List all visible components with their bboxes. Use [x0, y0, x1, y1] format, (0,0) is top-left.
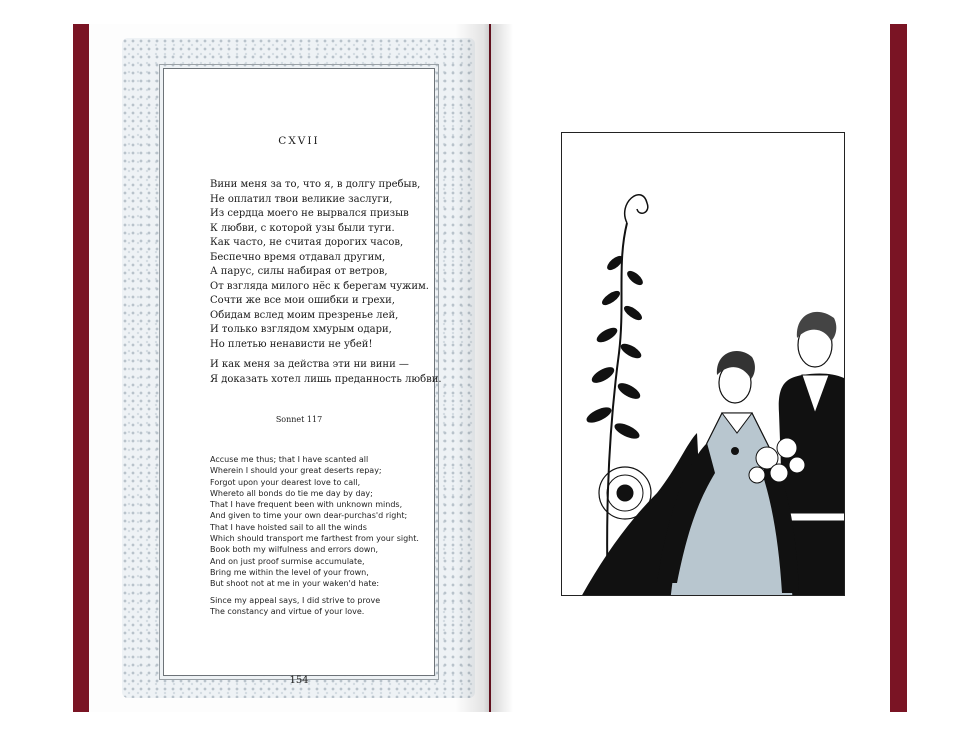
sonnet-title: Sonnet 117 — [275, 415, 323, 424]
poem-line: And given to time your own dear-purchas'd right; — [210, 511, 408, 521]
couple-illustration — [561, 132, 845, 596]
poem-line: И как меня за действа эти ни вини — — [210, 359, 409, 370]
poem-line: А парус, силы набирая от ветров, — [210, 266, 388, 277]
poem-line: Accuse me thus; that I have scanted all — [210, 455, 369, 464]
left-page — [89, 24, 489, 712]
illustration-svg — [561, 132, 845, 596]
poem-line: Обидам вслед моим презренье лей, — [210, 309, 399, 321]
poem-line: But shoot not at me in your waken'd hate: — [210, 579, 380, 589]
poem-line: Which should transport me farthest from your sight. — [210, 534, 419, 544]
poem-line: Since my appeal says, I did strive to prove — [210, 595, 381, 605]
poem-line: That I have hoisted sail to all the winds — [210, 522, 367, 532]
poem-line: И только взглядом хмурым одари, — [210, 324, 392, 335]
poem-line: That I have frequent been with unknown minds, — [210, 500, 403, 510]
text-frame — [163, 68, 442, 686]
english-poem — [210, 454, 460, 617]
poem-line: Wherein I should your great deserts repay; — [210, 466, 382, 476]
page-number: 154 — [289, 675, 309, 686]
poem-line: Whereto all bonds do tie me day by day; — [210, 488, 373, 498]
poem-line: The constancy and virtue of your love. — [210, 606, 365, 616]
poem-line: Book both my wilfulness and errors down, — [210, 545, 379, 555]
poem-line: And on just proof surmise accumulate, — [210, 556, 365, 566]
poem-title: CXVII — [278, 135, 320, 147]
poem-line: Я доказать хотел лишь преданность любви. — [210, 373, 442, 385]
open-book — [73, 24, 907, 712]
poem-line: К любви, с которой узы были туги. — [210, 222, 395, 234]
poem-line: Но плетью ненависти не убей! — [210, 338, 373, 350]
poem-line: От взгляда милого нёс к берегам чужим. — [210, 280, 429, 292]
poem-line: Forgot upon your dearest love to call, — [210, 477, 361, 487]
poem-line: Bring me within the level of your frown, — [210, 567, 369, 577]
russian-poem — [210, 178, 450, 387]
poem-line: Не оплатил твои великие заслуги, — [210, 193, 393, 205]
poem-line: Вини меня за то, что я, в долгу пребыв, — [210, 179, 421, 190]
right-page — [491, 24, 890, 712]
poem-line: Беспечно время отдавал другим, — [210, 251, 386, 263]
poem-line: Из сердца моего не вырвался призыв — [210, 208, 409, 219]
poem-line: Как часто, не считая дорогих часов, — [210, 237, 404, 248]
poem-line: Сочти же все мои ошибки и грехи, — [210, 295, 395, 306]
